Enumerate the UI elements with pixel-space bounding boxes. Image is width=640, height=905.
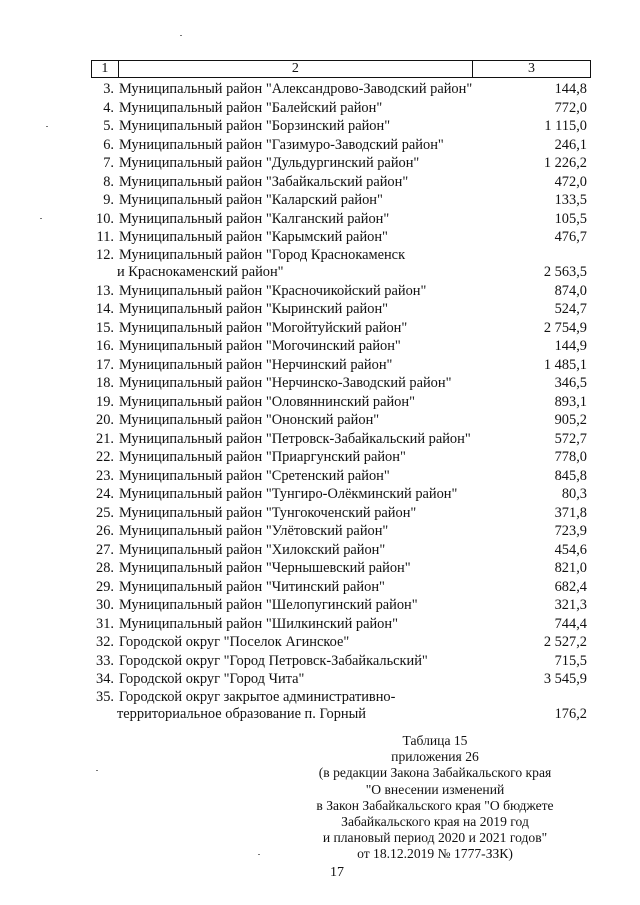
- row-value: 80,3: [561, 486, 587, 502]
- row-name-line: Муниципальный район "Шелопугинский район": [119, 597, 418, 613]
- row-name: [117, 173, 503, 192]
- row-name: [117, 522, 503, 541]
- row-number: 14.: [96, 301, 114, 317]
- row-value: 144,9: [554, 338, 587, 354]
- row-name-line: Муниципальный район "Каларский район": [119, 192, 383, 208]
- row-number: 18.: [96, 375, 114, 391]
- row-name: [117, 228, 503, 247]
- row-number: 21.: [96, 430, 114, 447]
- row-name-line: Муниципальный район "Кыринский район": [119, 301, 389, 317]
- row-name: [117, 411, 503, 430]
- row-value: 2 527,2: [543, 634, 587, 650]
- row-number: 29.: [96, 578, 114, 595]
- row-name-line: Муниципальный район "Шилкинский район": [119, 615, 398, 632]
- row-name: [117, 319, 503, 338]
- table-row: [91, 356, 591, 375]
- row-name-line: Муниципальный район "Сретенский район": [119, 467, 390, 484]
- scan-speck: [40, 218, 42, 219]
- table-row: [91, 210, 591, 229]
- table-row: [91, 485, 591, 504]
- row-value: 845,8: [554, 467, 587, 484]
- row-name: [117, 448, 503, 467]
- row-name: [117, 136, 503, 155]
- row-value: 2 754,9: [543, 319, 587, 336]
- caption-line: от 18.12.2019 № 1777-ЗЗК): [357, 846, 513, 862]
- row-name-line: Муниципальный район "Дульдургинский район": [119, 155, 420, 171]
- row-value: 715,5: [554, 652, 587, 669]
- row-value: 682,4: [554, 578, 587, 595]
- row-name: [117, 99, 503, 118]
- table-header: [91, 60, 591, 78]
- row-name: [117, 430, 503, 449]
- row-name: [117, 356, 503, 375]
- row-value: 246,1: [554, 136, 587, 153]
- table-row: [91, 670, 591, 689]
- row-number: 31.: [96, 615, 114, 632]
- row-value: 524,7: [554, 301, 587, 317]
- table-row: [91, 117, 591, 136]
- caption-line: и плановый период 2020 и 2021 годов": [322, 830, 548, 846]
- row-number: 24.: [96, 486, 114, 502]
- row-number: 7.: [103, 155, 114, 171]
- row-value: 371,8: [554, 504, 587, 521]
- caption-line: "О внесении изменений: [365, 781, 505, 797]
- table-caption: [300, 733, 570, 863]
- row-name: [117, 210, 503, 229]
- table-row: [91, 689, 591, 724]
- row-value: 893,1: [554, 393, 587, 410]
- row-number: 10.: [96, 210, 114, 227]
- table-row: [91, 80, 591, 99]
- row-name-line: Муниципальный район "Карымский район": [119, 229, 388, 245]
- table-row: [91, 319, 591, 338]
- page-number: 17: [330, 865, 344, 880]
- row-name-line: Муниципальный район "Газимуро-Заводский район": [119, 136, 444, 153]
- row-name-line: территориальное образование п. Горный: [117, 706, 366, 722]
- row-name: [117, 504, 503, 523]
- row-number: 28.: [96, 560, 114, 576]
- row-name-line: Муниципальный район "Приаргунский район": [119, 449, 406, 465]
- row-name-line: Муниципальный район "Хилокский район": [119, 541, 386, 558]
- row-value: 144,8: [554, 81, 587, 97]
- table-row: [91, 448, 591, 467]
- table-row: [91, 522, 591, 541]
- table-body: [91, 80, 591, 724]
- row-name: [117, 652, 503, 671]
- row-value: 821,0: [554, 560, 587, 576]
- table-row: [91, 99, 591, 118]
- row-value: 744,4: [554, 615, 587, 632]
- row-name-line: Муниципальный район "Ононский район": [119, 412, 380, 428]
- row-number: 3.: [103, 81, 114, 97]
- row-name: [117, 541, 503, 560]
- table-row: [91, 282, 591, 301]
- row-value: 778,0: [554, 449, 587, 465]
- table-row: [91, 411, 591, 430]
- row-name-line: Муниципальный район "Чернышевский район": [119, 560, 411, 576]
- caption-line: приложения 26: [391, 749, 479, 765]
- row-name: [117, 485, 503, 504]
- row-name-line: Муниципальный район "Тунгиро-Олёкминский район": [119, 486, 458, 502]
- row-name-line: Городской округ закрытое административно-: [119, 688, 396, 705]
- row-name-line: Муниципальный район "Улётовский район": [119, 523, 389, 539]
- table-row: [91, 374, 591, 393]
- row-number: 6.: [103, 136, 114, 153]
- table-row: [91, 300, 591, 319]
- table-row: [91, 430, 591, 449]
- table-row: [91, 393, 591, 412]
- row-number: 27.: [96, 541, 114, 558]
- row-name-line: Муниципальный район "Нерчинско-Заводский район": [119, 375, 452, 391]
- row-value: 1 485,1: [543, 356, 587, 373]
- table-row: [91, 173, 591, 192]
- table-row: [91, 191, 591, 210]
- row-value: 472,0: [554, 173, 587, 190]
- table-row: [91, 652, 591, 671]
- row-number: 33.: [96, 652, 114, 669]
- row-name: [117, 191, 503, 210]
- scan-speck: [96, 770, 98, 771]
- caption-line: (в редакции Закона Забайкальского края: [318, 765, 552, 781]
- row-number: 19.: [96, 393, 114, 410]
- row-name-line: Муниципальный район "Красночикойский район": [119, 282, 427, 299]
- row-value: 105,5: [554, 210, 587, 227]
- row-name-line: Муниципальный район "Могойтуйский район": [119, 319, 408, 336]
- row-number: 26.: [96, 523, 114, 539]
- row-value: 723,9: [554, 523, 587, 539]
- row-name: [117, 80, 503, 99]
- row-name-line: Муниципальный район "Тунгокоченский район": [119, 504, 417, 521]
- header-col-3: 3: [472, 61, 590, 78]
- table-row: [91, 154, 591, 173]
- caption-line: Забайкальского края на 2019 год: [341, 814, 529, 830]
- table-row: [91, 504, 591, 523]
- row-number: 32.: [96, 634, 114, 650]
- row-name-line: Муниципальный район "Борзинский район": [119, 118, 391, 134]
- row-name: [117, 615, 503, 634]
- row-name: [117, 154, 503, 173]
- row-number: 34.: [96, 671, 114, 687]
- row-name-line: Муниципальный район "Балейский район": [119, 99, 383, 116]
- row-value: 454,6: [554, 541, 587, 558]
- scan-speck: [258, 854, 260, 855]
- row-name: [117, 670, 503, 689]
- row-number: 4.: [103, 99, 114, 116]
- row-value: 321,3: [554, 597, 587, 613]
- row-name: [117, 393, 503, 412]
- row-name-line: Муниципальный район "Читинский район": [119, 578, 385, 595]
- row-number: 23.: [96, 467, 114, 484]
- row-value: 176,2: [554, 706, 587, 722]
- row-name: [117, 282, 503, 301]
- caption-line: Таблица 15: [402, 733, 468, 748]
- table-row: [91, 633, 591, 652]
- table-row: [91, 247, 591, 282]
- row-value: 1 115,0: [544, 118, 587, 134]
- row-name: [117, 596, 503, 615]
- row-name-line: Муниципальный район "Калганский район": [119, 210, 390, 227]
- row-number: 15.: [96, 319, 114, 336]
- row-name-line: Городской округ "Город Чита": [119, 671, 305, 687]
- table-row: [91, 596, 591, 615]
- row-name: [117, 578, 503, 597]
- header-col-1: 1: [92, 61, 119, 78]
- row-name: [117, 467, 503, 486]
- row-value: 1 226,2: [543, 155, 587, 171]
- row-number: 25.: [96, 504, 114, 521]
- row-number: 16.: [96, 338, 114, 354]
- row-name: [117, 247, 503, 282]
- row-name-line: Муниципальный район "Город Краснокаменск: [119, 246, 406, 263]
- row-value: 476,7: [554, 229, 587, 245]
- row-number: 8.: [103, 173, 114, 190]
- row-name-line: Муниципальный район "Оловяннинский район": [119, 393, 415, 410]
- row-value: 3 545,9: [543, 671, 587, 687]
- table-row: [91, 467, 591, 486]
- scan-speck: [46, 126, 48, 127]
- row-name-line: Городской округ "Город Петровск-Забайкальский": [119, 652, 428, 669]
- row-name-line: Муниципальный район "Забайкальский район": [119, 173, 409, 190]
- row-number: 17.: [96, 356, 114, 373]
- row-value: 133,5: [554, 192, 587, 208]
- table-row: [91, 136, 591, 155]
- scan-speck: [180, 35, 182, 36]
- caption-line: в Закон Забайкальского края "О бюджете: [316, 797, 554, 813]
- row-value: 346,5: [554, 375, 587, 391]
- row-number: 30.: [96, 597, 114, 613]
- row-number: 22.: [96, 449, 114, 465]
- row-value: 2 563,5: [543, 264, 587, 280]
- row-name: [117, 689, 503, 724]
- row-value: 772,0: [554, 99, 587, 116]
- row-name-line: Городской округ "Поселок Агинское": [119, 634, 350, 650]
- row-name-line: Муниципальный район "Нерчинский район": [119, 356, 393, 373]
- header-col-2: 2: [118, 61, 472, 78]
- table-row: [91, 615, 591, 634]
- row-name-line: и Краснокаменский район": [117, 264, 284, 280]
- row-number: 20.: [96, 412, 114, 428]
- row-name-line: Муниципальный район "Александрово-Заводский район": [119, 81, 473, 97]
- row-value: 874,0: [554, 282, 587, 299]
- table-row: [91, 228, 591, 247]
- row-name: [117, 633, 503, 652]
- row-name: [117, 117, 503, 136]
- table-row: [91, 559, 591, 578]
- row-number: 11.: [96, 229, 114, 245]
- row-value: 572,7: [554, 430, 587, 447]
- row-name-line: Муниципальный район "Петровск-Забайкальский район": [119, 430, 471, 447]
- row-value: 905,2: [554, 412, 587, 428]
- row-name: [117, 300, 503, 319]
- row-name-line: Муниципальный район "Могочинский район": [119, 338, 401, 354]
- row-number: 9.: [103, 192, 114, 208]
- row-number: 13.: [96, 282, 114, 299]
- row-name: [117, 374, 503, 393]
- row-number: 12.: [96, 246, 114, 263]
- row-number: 35.: [96, 688, 114, 705]
- table-row: [91, 337, 591, 356]
- row-name: [117, 559, 503, 578]
- table-row: [91, 541, 591, 560]
- row-name: [117, 337, 503, 356]
- table-row: [91, 578, 591, 597]
- row-number: 5.: [103, 118, 114, 134]
